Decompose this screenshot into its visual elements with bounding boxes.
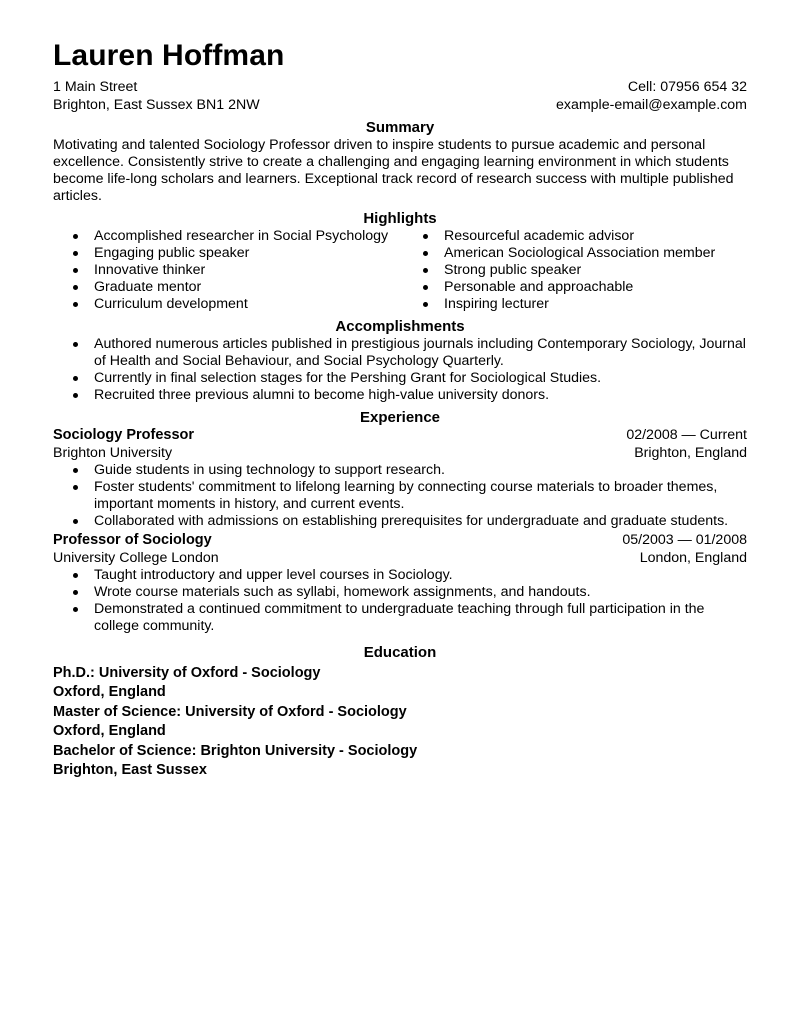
education-entry (53, 664, 747, 701)
list-item-text: Currently in final selection stages for the Pershing Grant for Sociological Studies. (94, 370, 602, 386)
job-entry (53, 532, 747, 635)
bullet-icon (423, 234, 428, 239)
list-item (53, 228, 403, 245)
education-degree: Ph.D.: University of Oxford - Sociology (53, 665, 321, 681)
section-title-summary: Summary (365, 119, 435, 136)
bullet-icon (73, 251, 78, 256)
list-item-text: Demonstrated a continued commitment to undergraduate teaching through full participation in the college community. (94, 601, 705, 634)
highlights-column-1 (53, 228, 403, 313)
bullet-icon (73, 393, 78, 398)
address-line-2: Brighton, East Sussex BN1 2NW (53, 96, 260, 113)
bullet-icon (423, 285, 428, 290)
list-item-text: Inspiring lecturer (444, 296, 549, 312)
education-entry (53, 742, 747, 779)
list-item-text: Curriculum development (94, 296, 248, 312)
list-item-text: Wrote course materials such as syllabi, homework assignments, and handouts. (94, 584, 591, 600)
list-item-text: Graduate mentor (94, 279, 202, 295)
bullet-icon (423, 302, 428, 307)
job-dates: 02/2008 — Current (626, 427, 747, 443)
section-title-highlights: Highlights (363, 210, 437, 227)
job-employer-row (53, 445, 747, 463)
job-title: Sociology Professor (53, 427, 195, 443)
section-title-experience: Experience (359, 409, 441, 426)
address-line-1: 1 Main Street (53, 79, 138, 95)
highlights-grid (53, 228, 747, 313)
list-item (53, 370, 747, 387)
list-item (53, 279, 403, 296)
list-item-text: Recruited three previous alumni to become high-value university donors. (94, 387, 550, 403)
candidate-name: Lauren Hoffman (53, 39, 285, 72)
bullet-icon (73, 573, 78, 578)
education-location: Brighton, East Sussex (53, 761, 207, 778)
list-item-text: Collaborated with admissions on establishing prerequisites for undergraduate and graduate students. (94, 513, 729, 529)
bullet-icon (73, 485, 78, 490)
job-employer: Brighton University (53, 444, 173, 461)
education-degree: Master of Science: University of Oxford - Sociology (53, 704, 407, 720)
contact-row-2 (53, 97, 747, 115)
highlights-section (53, 210, 747, 313)
list-item-text: Foster students' commitment to lifelong learning by connecting course materials to broader themes, important moments in history, and current events. (94, 479, 718, 512)
list-item (403, 279, 715, 296)
phone: Cell: 07956 654 32 (627, 79, 747, 95)
list-item-text: American Sociological Association member (444, 245, 716, 261)
job-entry (53, 427, 747, 530)
section-title-education: Education (363, 644, 437, 661)
education-location: Oxford, England (53, 722, 166, 739)
list-item (53, 296, 403, 313)
education-entry (53, 703, 747, 740)
list-item-text: Personable and approachable (444, 279, 634, 295)
list-item-text: Innovative thinker (94, 262, 206, 278)
email: example-email@example.com (555, 96, 747, 113)
summary-section (53, 119, 747, 205)
bullet-icon (73, 590, 78, 595)
list-item-text: Accomplished researcher in Social Psychology (94, 228, 389, 244)
list-item-text: Resourceful academic advisor (444, 228, 635, 244)
list-item (53, 479, 747, 513)
list-item-text: Taught introductory and upper level courses in Sociology. (94, 567, 453, 583)
job-location: Brighton, England (634, 444, 747, 461)
bullet-icon (73, 468, 78, 473)
list-item (403, 228, 715, 245)
list-item (53, 245, 403, 262)
bullet-icon (73, 607, 78, 612)
bullet-icon (73, 519, 78, 524)
list-item (403, 245, 715, 262)
bullet-icon (423, 268, 428, 273)
accomplishments-list (53, 336, 747, 404)
list-item-text: Strong public speaker (444, 262, 582, 278)
bullet-icon (423, 251, 428, 256)
bullet-icon (73, 234, 78, 239)
job-title-row (53, 427, 747, 445)
education-degree: Bachelor of Science: Brighton University - Sociology (53, 743, 418, 759)
list-item (403, 296, 715, 313)
list-item (53, 584, 747, 601)
accomplishments-section (53, 318, 747, 404)
job-title-row (53, 532, 747, 550)
section-title-accomplishments: Accomplishments (335, 318, 465, 335)
summary-text: Motivating and talented Sociology Professor driven to inspire students to pursue academic and personal excellence. Consistently strive to create a challenging and engaging learning environment in which students become life-long scholars and learners. Exceptional track record of research success with multiple published articles. (53, 137, 734, 204)
list-item (53, 262, 403, 279)
list-item (403, 262, 715, 279)
experience-section (53, 409, 747, 635)
job-location: London, England (639, 549, 747, 566)
bullet-icon (73, 268, 78, 273)
job-employer: University College London (53, 549, 219, 566)
list-item-text: Guide students in using technology to support research. (94, 462, 445, 478)
education-section (53, 644, 747, 779)
education-location: Oxford, England (53, 683, 166, 700)
list-item (53, 387, 747, 404)
job-employer-row (53, 550, 747, 568)
bullet-icon (73, 376, 78, 381)
job-title: Professor of Sociology (53, 532, 212, 548)
bullet-icon (73, 285, 78, 290)
list-item-text: Authored numerous articles published in prestigious journals including Contemporary Sociology, Journal of Health and Social Behaviour, and Social Psychology Quarterly. (94, 336, 746, 369)
resume-page (53, 38, 747, 779)
list-item (53, 567, 747, 584)
highlights-column-2 (403, 228, 715, 313)
bullet-icon (73, 302, 78, 307)
resume-header (53, 38, 747, 114)
list-item (53, 336, 747, 370)
list-item (53, 513, 747, 530)
job-bullets (53, 462, 747, 530)
contact-row-1 (53, 79, 747, 97)
job-bullets (53, 567, 747, 635)
list-item (53, 601, 747, 635)
list-item-text: Engaging public speaker (94, 245, 250, 261)
job-dates: 05/2003 — 01/2008 (622, 532, 747, 548)
bullet-icon (73, 342, 78, 347)
list-item (53, 462, 747, 479)
